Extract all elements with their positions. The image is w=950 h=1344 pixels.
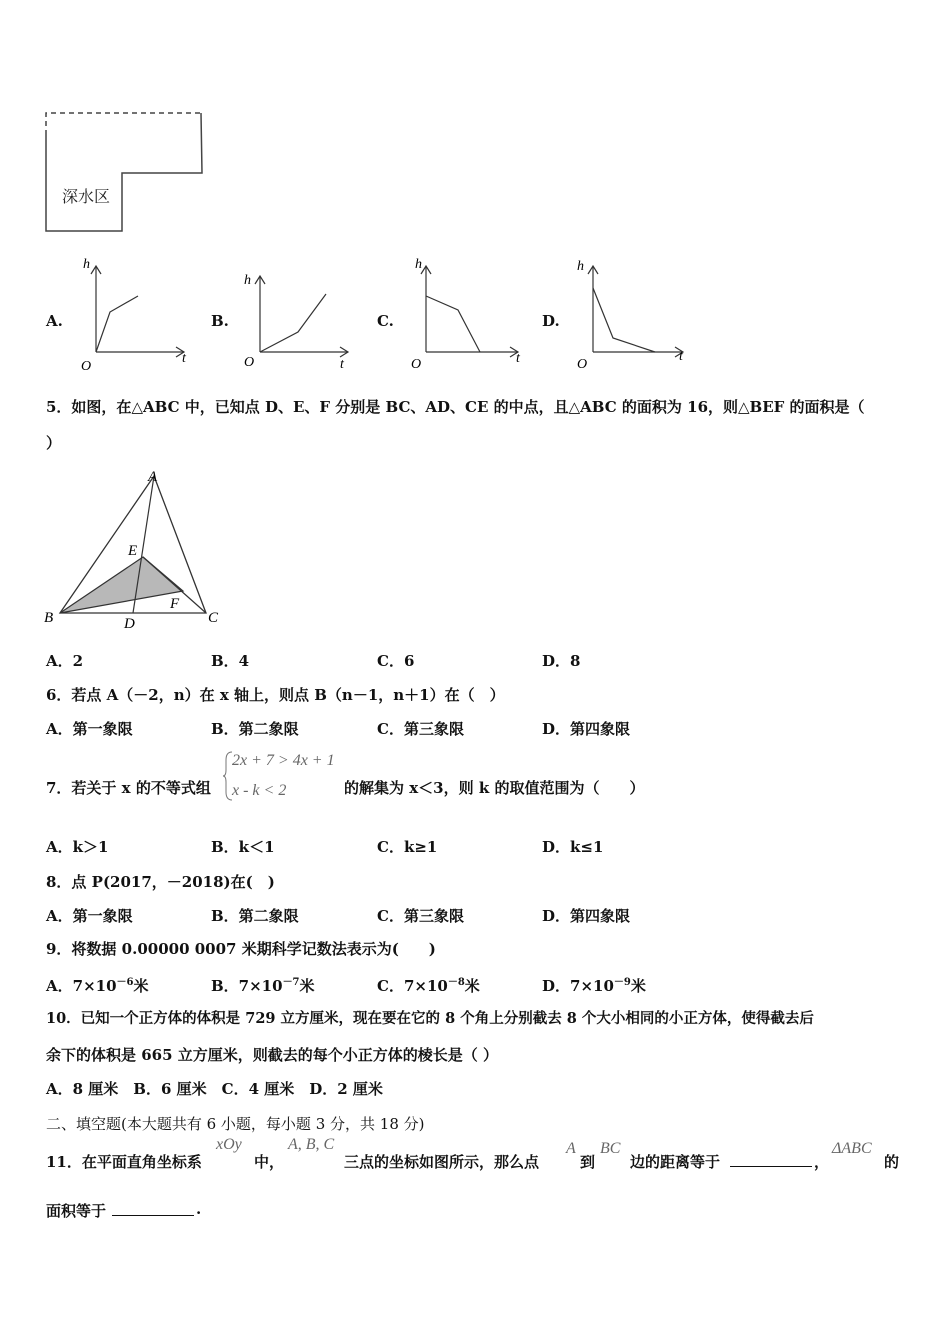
q11-math-bc: BC xyxy=(600,1140,621,1157)
q7-option-c[interactable]: C．k≥1 xyxy=(377,838,438,856)
graph-c xyxy=(408,252,533,377)
q8-option-a[interactable]: A．第一象限 xyxy=(46,907,133,925)
label-o: O xyxy=(81,359,92,374)
q7-option-d[interactable]: D．k≤1 xyxy=(542,838,604,856)
q11-part-3: 三点的坐标如图所示，那么点 xyxy=(344,1153,540,1171)
q11-math-a: A xyxy=(566,1140,576,1157)
q11-math-xoy: xOy xyxy=(216,1136,242,1153)
pool-figure xyxy=(40,105,215,240)
q9-text: 9．将数据 0.00000 0007 米期科学记数法表示为( ) xyxy=(46,940,436,958)
q9-option-d[interactable] xyxy=(542,973,646,996)
option-unit: 米 xyxy=(464,977,480,995)
q11-part-7: 的 xyxy=(884,1153,900,1171)
q11-part-5: 边的距离等于 xyxy=(630,1153,721,1171)
q7-prefix: 7．若关于 x 的不等式组 xyxy=(46,779,211,797)
graph-line xyxy=(593,288,655,352)
q6-option-b[interactable]: B．第二象限 xyxy=(211,720,299,738)
graph-line xyxy=(260,294,326,352)
q4-option-a-label[interactable]: A. xyxy=(46,312,63,330)
q9-option-a[interactable] xyxy=(46,973,149,996)
label-t: t xyxy=(516,351,520,366)
q7-option-b[interactable]: B．k＜1 xyxy=(211,838,275,856)
q7-inequality-2: x - k < 2 xyxy=(232,782,287,799)
label-o: O xyxy=(244,355,255,370)
q11-math-triangle-abc: ΔABC xyxy=(832,1140,872,1157)
label-o: O xyxy=(577,357,588,372)
graph-a xyxy=(76,252,196,377)
q4-option-c-label[interactable]: C. xyxy=(377,312,394,330)
option-base: C．7×10 xyxy=(377,977,448,995)
q5-option-d[interactable]: D．8 xyxy=(542,652,581,670)
q11-end: . xyxy=(196,1200,202,1218)
label-t: t xyxy=(340,357,344,372)
option-base: B．7×10 xyxy=(211,977,283,995)
option-unit: 米 xyxy=(299,977,315,995)
graph-d xyxy=(575,252,695,377)
label-t: t xyxy=(182,351,186,366)
q11-math-abc-points: A, B, C xyxy=(288,1136,335,1153)
q6-option-d[interactable]: D．第四象限 xyxy=(542,720,631,738)
q8-option-d[interactable]: D．第四象限 xyxy=(542,907,631,925)
label-h: h xyxy=(83,257,90,272)
pool-label: 深水区 xyxy=(62,187,111,206)
q11-answer-blank-2[interactable] xyxy=(112,1201,194,1216)
graph-b xyxy=(242,262,362,377)
q11-line-2: 面积等于 xyxy=(46,1202,107,1220)
point-a: A xyxy=(148,469,158,485)
triangle-figure xyxy=(38,462,238,637)
option-unit: 米 xyxy=(630,977,646,995)
label-h: h xyxy=(244,273,251,288)
q5-text: 5．如图，在△ABC 中，已知点 D、E、F 分别是 BC、AD、CE 的中点，且△ABC 的面积为 16，则△BEF 的面积是（ xyxy=(46,398,865,416)
q6-option-a[interactable]: A．第一象限 xyxy=(46,720,133,738)
q6-option-c[interactable]: C．第三象限 xyxy=(377,720,464,738)
q11-answer-blank-1[interactable] xyxy=(730,1152,812,1167)
option-unit: 米 xyxy=(133,977,149,995)
graph-line xyxy=(426,296,480,352)
option-exponent: －8 xyxy=(447,977,465,988)
q5-option-c[interactable]: C．6 xyxy=(377,652,415,670)
q11-part-2: 中， xyxy=(254,1153,285,1171)
q9-option-c[interactable] xyxy=(377,973,480,996)
label-h: h xyxy=(415,257,422,272)
point-b: B xyxy=(44,610,54,626)
option-base: A．7×10 xyxy=(46,977,117,995)
q7-option-a[interactable]: A．k＞1 xyxy=(46,838,109,856)
q6-text: 6．若点 A（－2，n）在 x 轴上，则点 B（n－1，n＋1）在（ ） xyxy=(46,686,505,704)
q7-inequality-1: 2x + 7 > 4x + 1 xyxy=(232,752,335,769)
option-exponent: －7 xyxy=(282,977,300,988)
graph-line xyxy=(96,296,138,352)
q5-option-a[interactable]: A．2 xyxy=(46,652,84,670)
q11-part-4: 到 xyxy=(580,1153,596,1171)
q4-option-d-label[interactable]: D. xyxy=(542,312,560,330)
label-o: O xyxy=(411,357,422,372)
q5-close: ） xyxy=(46,434,62,452)
point-d: D xyxy=(124,616,135,632)
label-t: t xyxy=(679,349,683,364)
pool-dashed-edge xyxy=(46,113,200,135)
section-2-title: 二、填空题(本大题共有 6 小题，每小题 3 分，共 18 分) xyxy=(46,1115,425,1133)
q8-option-c[interactable]: C．第三象限 xyxy=(377,907,464,925)
q11-part-1: 11．在平面直角坐标系 xyxy=(46,1153,202,1171)
option-exponent: －9 xyxy=(613,977,631,988)
point-f: F xyxy=(170,596,180,612)
label-h: h xyxy=(577,259,584,274)
q10-line-2: 余下的体积是 665 立方厘米，则截去的每个小正方体的棱长是（ ） xyxy=(46,1046,498,1064)
q10-line-1: 10．已知一个正方体的体积是 729 立方厘米，现在要在它的 8 个角上分别截去 8 个大小相同的小正方体，使得截去后 xyxy=(46,1010,814,1027)
option-exponent: －6 xyxy=(116,977,134,988)
q11-part-6: ， xyxy=(814,1153,830,1171)
option-base: D．7×10 xyxy=(542,977,614,995)
point-c: C xyxy=(208,610,219,626)
q8-text: 8．点 P(2017，－2018)在( ) xyxy=(46,873,275,891)
point-e: E xyxy=(128,543,138,559)
q7-suffix: 的解集为 x＜3，则 k 的取值范围为（ ） xyxy=(344,779,645,797)
pool-solid-edge xyxy=(46,113,202,231)
q8-option-b[interactable]: B．第二象限 xyxy=(211,907,299,925)
q10-options[interactable]: A．8 厘米 B．6 厘米 C．4 厘米 D．2 厘米 xyxy=(46,1080,383,1098)
q4-option-b-label[interactable]: B. xyxy=(211,312,229,330)
q5-option-b[interactable]: B．4 xyxy=(211,652,250,670)
q9-option-b[interactable] xyxy=(211,973,315,996)
